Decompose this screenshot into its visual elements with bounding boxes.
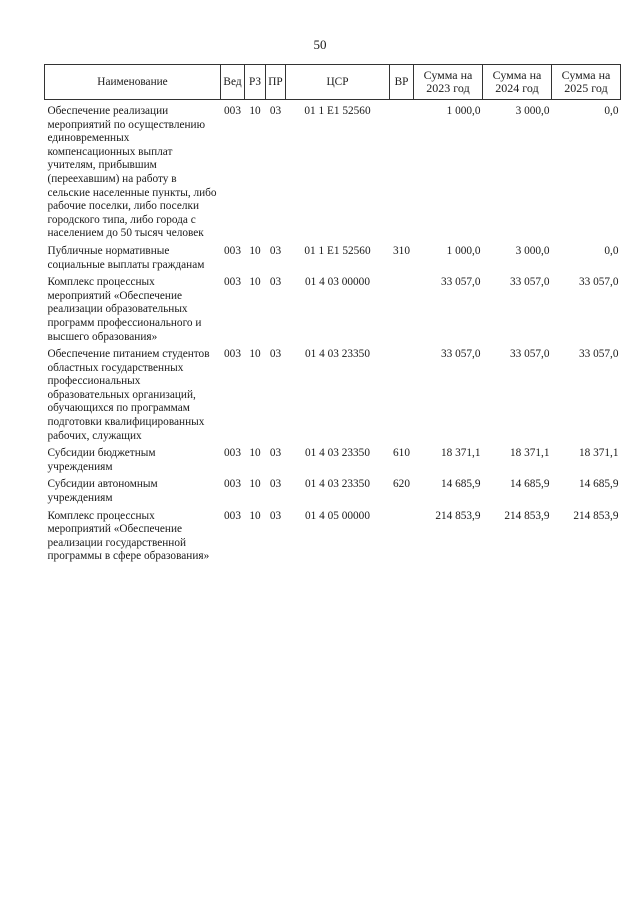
row-sum-2025: 0,0	[604, 244, 619, 257]
row-csr: 01 4 03 00000	[305, 276, 370, 289]
row-sum-2023: 214 853,9	[435, 509, 481, 522]
row-csr: 01 4 03 23350	[305, 348, 370, 361]
row-vr	[390, 510, 414, 568]
row-sum-2024: 214 853,9	[504, 509, 550, 522]
header-sum-2025: Сумма на 2025 год	[552, 65, 621, 100]
row-name: Субсидии автономным учреждениям	[47, 478, 158, 505]
row-name: Комплекс процессных мероприятий «Обеспечение реализации образовательных программ профессионального и высшего образования»	[47, 276, 202, 343]
row-sum-2023: 1 000,0	[446, 105, 481, 117]
header-vr: ВР	[390, 65, 414, 100]
row-sum-2023: 1 000,0	[446, 244, 481, 257]
table-row	[45, 510, 621, 568]
row-rz: 10	[249, 276, 261, 289]
row-ved: 003	[224, 447, 241, 460]
row-name: Обеспечение реализации мероприятий по осуществлению единовременных компенсационных выплат учителям, прибывшим (переехавшим) на работу в сельские населенные пункты, либо рабочие поселки, либо поселки городского типа, либо города с населением до 50 тысяч человек	[47, 105, 217, 240]
row-rz: 10	[249, 244, 261, 257]
row-name: Обеспечение питанием студентов областных государственных профессиональных образовательных организаций, обучающихся по программам подготовки квалифицированных рабочих, служащих	[47, 348, 210, 442]
table-row	[45, 478, 621, 509]
page-number: 50	[313, 37, 327, 52]
row-sum-2024: 14 685,9	[509, 478, 550, 491]
row-pr: 03	[269, 244, 282, 257]
row-ved: 003	[224, 348, 241, 361]
row-ved: 003	[224, 105, 241, 117]
row-vr	[390, 348, 414, 447]
row-rz: 10	[249, 509, 261, 522]
table-row	[45, 348, 621, 447]
row-name: Комплекс процессных мероприятий «Обеспечение реализации государственной программы в сфере образования»	[47, 509, 210, 563]
row-vr: 310	[393, 244, 410, 257]
row-ved: 003	[224, 509, 241, 522]
row-vr: 610	[393, 447, 410, 460]
row-ved: 003	[224, 276, 241, 289]
row-sum-2024: 18 371,1	[509, 447, 550, 460]
row-sum-2025: 14 685,9	[578, 478, 619, 491]
table-row	[45, 447, 621, 478]
row-vr	[390, 105, 414, 245]
row-sum-2024: 33 057,0	[509, 276, 550, 289]
row-csr: 01 4 03 23350	[305, 447, 370, 460]
row-vr: 620	[393, 478, 410, 491]
row-csr: 01 1 E1 52560	[304, 244, 371, 257]
header-sum-2024: Сумма на 2024 год	[483, 65, 552, 100]
row-sum-2023: 18 371,1	[440, 447, 481, 460]
table-row	[45, 276, 621, 348]
row-csr: 01 1 E1 52560	[304, 105, 371, 117]
row-sum-2024: 3 000,0	[515, 244, 550, 257]
row-sum-2025: 0,0	[604, 105, 619, 117]
row-sum-2024: 33 057,0	[509, 348, 550, 361]
row-name: Публичные нормативные социальные выплаты гражданам	[47, 244, 205, 271]
header-csr: ЦСР	[286, 65, 390, 100]
row-rz: 10	[249, 348, 261, 361]
row-pr: 03	[269, 105, 282, 117]
row-pr: 03	[269, 509, 282, 522]
row-pr: 03	[269, 478, 282, 491]
budget-table	[44, 64, 621, 568]
row-rz: 10	[249, 105, 261, 117]
row-pr: 03	[269, 276, 282, 289]
row-rz: 10	[249, 447, 261, 460]
row-sum-2025: 214 853,9	[573, 509, 619, 522]
table-row	[45, 245, 621, 276]
row-sum-2023: 33 057,0	[440, 348, 481, 361]
row-csr: 01 4 05 00000	[305, 509, 370, 522]
row-sum-2023: 33 057,0	[440, 276, 481, 289]
row-name: Субсидии бюджетным учреждениям	[47, 447, 156, 473]
row-rz: 10	[249, 478, 261, 491]
table-row	[45, 105, 621, 245]
row-pr: 03	[269, 348, 282, 361]
row-sum-2025: 18 371,1	[578, 447, 619, 460]
table-header-row	[45, 65, 621, 100]
header-name: Наименование	[45, 65, 221, 100]
row-sum-2025: 33 057,0	[578, 348, 619, 361]
row-csr: 01 4 03 23350	[305, 478, 370, 491]
row-sum-2024: 3 000,0	[515, 105, 550, 117]
header-pr: ПР	[266, 65, 286, 100]
row-pr: 03	[269, 447, 282, 460]
header-ved: Вед	[221, 65, 245, 100]
row-sum-2025: 33 057,0	[578, 276, 619, 289]
header-rz: РЗ	[245, 65, 266, 100]
header-sum-2023: Сумма на 2023 год	[414, 65, 483, 100]
row-ved: 003	[224, 478, 241, 491]
row-vr	[390, 276, 414, 348]
row-sum-2023: 14 685,9	[440, 478, 481, 491]
row-ved: 003	[224, 244, 241, 257]
